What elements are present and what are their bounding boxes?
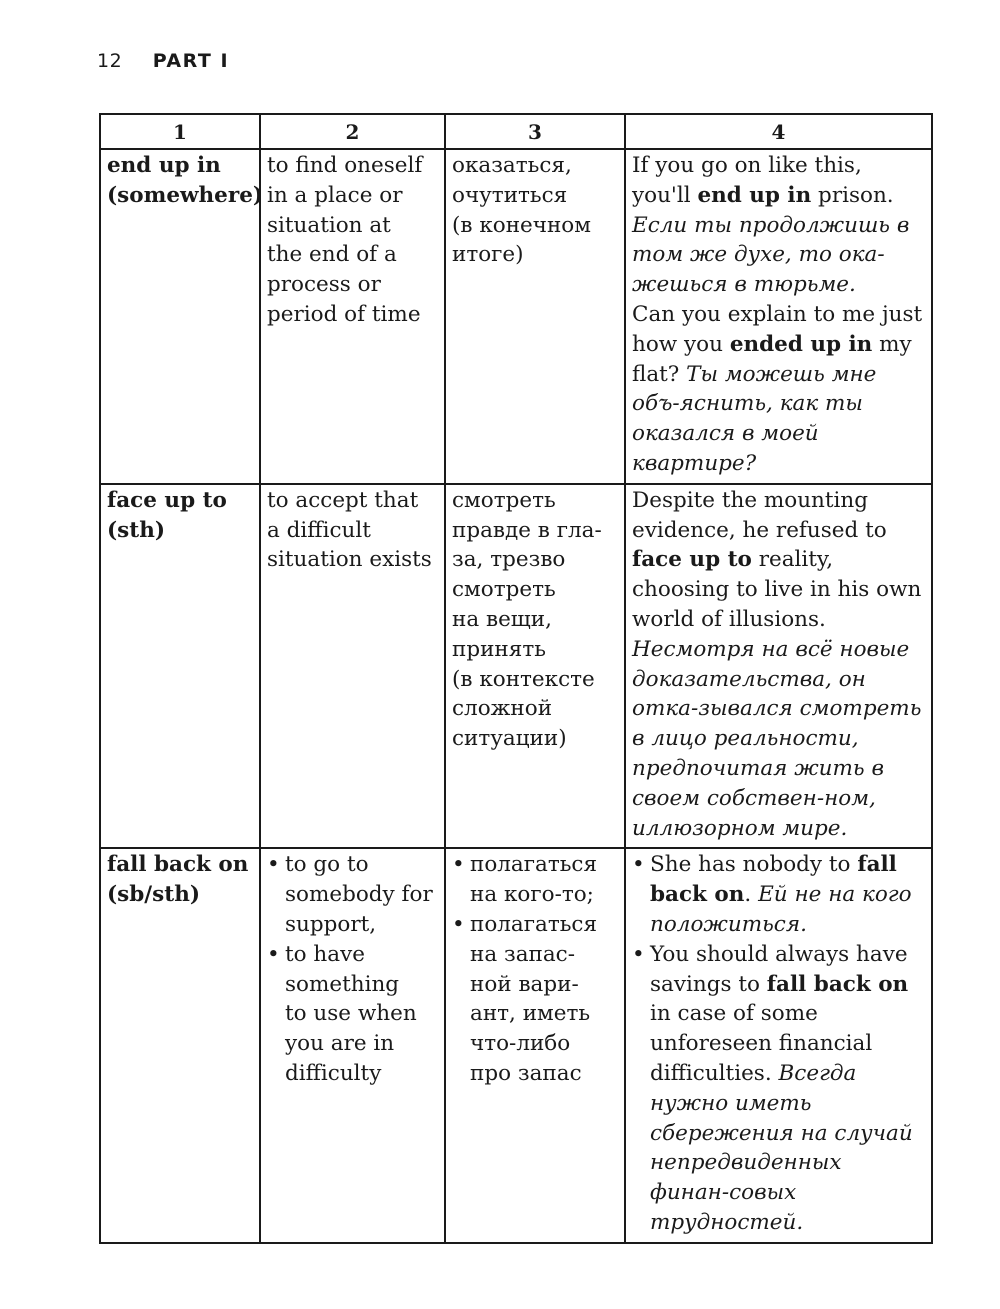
example-phrase: fall back on — [650, 852, 897, 908]
example-text: reality, choosing to live in his own world of illusions. — [632, 547, 922, 632]
vocabulary-table — [99, 113, 933, 1244]
translation-cell — [445, 149, 625, 484]
column-header: 1 — [100, 114, 260, 149]
translation-cell — [445, 848, 625, 1242]
running-head — [97, 50, 229, 72]
translation-line: про запас — [470, 1060, 582, 1086]
definition-line: to find oneself — [267, 153, 423, 178]
definition-line: • to go to — [285, 852, 369, 878]
translation-line: правде в гла- — [452, 517, 602, 543]
definition-line: situation exists — [267, 547, 432, 573]
example-text: Despite the mounting evidence, he refused to — [632, 487, 887, 543]
example-text: my flat? — [632, 331, 912, 387]
translation-line: на кого-то; — [470, 882, 594, 908]
definition-list — [267, 850, 440, 1088]
example-phrase: ended up in — [729, 331, 873, 357]
part-label: PART I — [152, 50, 230, 72]
example-text: prison. — [811, 182, 894, 208]
example-translation: Несмотря на всё новые доказательства, он отка-зывался смотреть в лицо реальности, предпочитая жить в своем собствен-ном, иллюзорном мире. — [632, 636, 922, 841]
phrase-cell — [100, 484, 260, 849]
definition-line: situation at — [267, 212, 391, 238]
phrase-cell — [100, 848, 260, 1242]
translation-line: на запас- — [470, 941, 575, 967]
example-text: in case of some unforeseen financial difficulties. — [650, 1001, 873, 1086]
list-item — [632, 940, 927, 1238]
translation-cell — [445, 484, 625, 849]
example-text: . — [744, 882, 759, 908]
definition-line: • to have — [285, 941, 365, 967]
example-text: Can you explain to me just how you — [632, 301, 923, 357]
list-item — [632, 850, 927, 939]
definition-line: you are in — [285, 1031, 395, 1057]
table-row — [100, 484, 932, 849]
phrase-text: end up in — [107, 153, 221, 178]
translation-list — [452, 850, 620, 1088]
definition-line: process or — [267, 272, 381, 298]
phrase-object: (sb/sth) — [107, 882, 201, 908]
translation-line: на вещи, — [452, 606, 552, 632]
example-text: If you go on like this, you'll — [632, 153, 862, 208]
phrase-text: face up to — [107, 487, 227, 513]
phrase-object: (somewhere) — [107, 182, 264, 208]
translation-line: ной вари- — [470, 971, 579, 997]
phrase-text: fall back on — [107, 852, 249, 878]
list-item — [452, 910, 620, 1089]
example-translation: Если ты продолжишь в том же духе, то ока-жешься в тюрьме. — [632, 212, 910, 298]
definition-line: a difficult — [267, 517, 371, 543]
example-translation: Ей не на кого положиться. — [650, 882, 912, 937]
definition-line: support, — [285, 911, 377, 937]
definition-line: something — [285, 971, 400, 997]
definition-cell — [260, 484, 445, 849]
definition-line: somebody for — [285, 882, 433, 908]
example-translation: Ты можешь мне объ-яснить, как ты оказался в моей квартире? — [632, 361, 877, 476]
phrase-cell — [100, 149, 264, 484]
example-phrase: end up in — [697, 182, 812, 208]
definition-line: difficulty — [285, 1060, 382, 1086]
list-item — [452, 850, 620, 910]
definition-line: the end of a — [267, 242, 397, 268]
translation-line: смотреть — [452, 577, 556, 603]
table-header-row — [100, 114, 932, 149]
example-phrase: fall back on — [766, 971, 909, 997]
translation-line: • полагаться — [470, 911, 598, 937]
table-row — [100, 848, 932, 1242]
example-cell — [625, 149, 932, 484]
example-cell — [625, 484, 932, 849]
page-number: 12 — [97, 50, 123, 72]
definition-line: to use when — [285, 1001, 417, 1027]
definition-cell — [260, 848, 445, 1242]
translation-line: что-либо — [470, 1031, 571, 1057]
translation-line: принять — [452, 636, 546, 662]
column-header: 3 — [445, 114, 625, 149]
translation-line: за, трезво — [452, 547, 566, 573]
definition-line: in a place or — [267, 182, 403, 208]
column-header: 4 — [625, 114, 932, 149]
translation-line: (в контексте — [452, 666, 595, 692]
definition-cell — [260, 149, 445, 484]
definition-line: period of time — [267, 301, 421, 327]
translation-line: очутиться — [452, 182, 568, 208]
translation-line: итоге) — [452, 242, 524, 268]
example-translation: Всегда нужно иметь сбережения на случай непредвиденных финан-совых трудностей. — [650, 1060, 913, 1235]
list-item — [267, 850, 440, 939]
example-text: She has nobody to — [650, 852, 858, 878]
table-row — [100, 149, 932, 484]
translation-line: ситуации) — [452, 726, 567, 752]
definition-line: to accept that — [267, 487, 419, 513]
phrase-object: (sth) — [107, 517, 166, 543]
translation-line: сложной — [452, 696, 553, 722]
example-phrase: face up to — [632, 547, 752, 573]
list-item — [267, 940, 440, 1089]
translation-line: ант, иметь — [470, 1001, 591, 1027]
translation-line: (в конечном — [452, 212, 591, 238]
example-list — [632, 850, 927, 1237]
example-cell — [625, 848, 932, 1242]
translation-line: • полагаться — [470, 852, 598, 878]
translation-line: смотреть — [452, 487, 556, 513]
example-text: You should always have savings to — [650, 941, 908, 997]
column-header: 2 — [260, 114, 445, 149]
translation-line: оказаться, — [452, 153, 572, 178]
